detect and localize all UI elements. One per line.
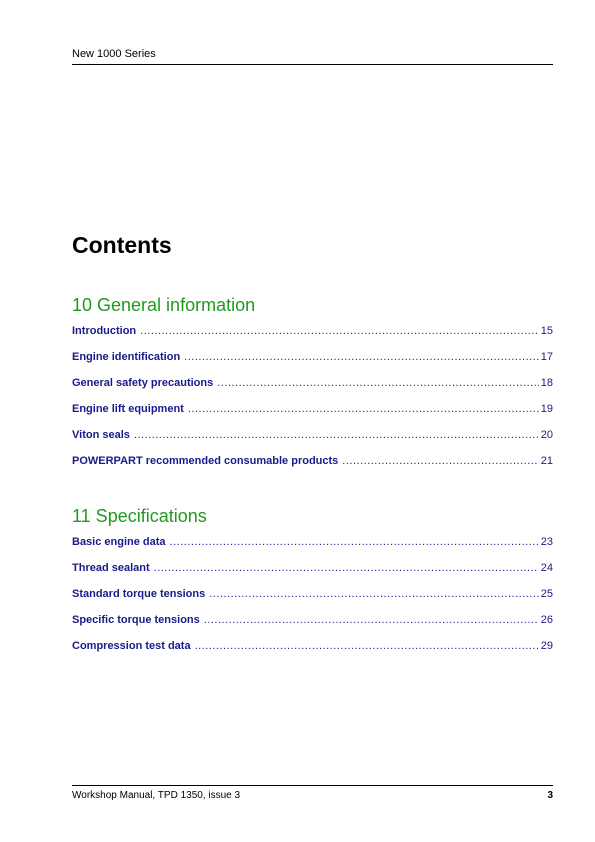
toc-leader-dots — [217, 377, 539, 389]
toc-leader-dots — [188, 403, 539, 415]
toc-leader-dots — [195, 640, 539, 652]
footer-divider — [72, 785, 553, 786]
toc-entry-page: 20 — [540, 429, 553, 441]
toc-entry-label: General safety precautions — [72, 377, 214, 389]
toc-entry-viton-seals[interactable] — [72, 429, 553, 455]
toc-entry-page: 24 — [540, 562, 553, 574]
toc-entry-standard-torque-tensions[interactable] — [72, 588, 553, 614]
toc-entry-label: Engine lift equipment — [72, 403, 184, 415]
toc-entry-page: 21 — [540, 455, 553, 467]
toc-entry-compression-test-data[interactable] — [72, 640, 553, 666]
toc-leader-dots — [209, 588, 539, 600]
toc-entry-label: Engine identification — [72, 351, 181, 363]
toc-entry-page: 29 — [540, 640, 553, 652]
header-divider — [72, 64, 553, 65]
toc-entry-general-safety-precautions[interactable] — [72, 377, 553, 403]
header-title: New 1000 Series — [72, 48, 156, 60]
toc-entry-page: 26 — [540, 614, 553, 626]
toc-entry-label: Specific torque tensions — [72, 614, 200, 626]
section-heading-specifications: 11 Specifications — [72, 506, 207, 526]
toc-entry-page: 23 — [540, 536, 553, 548]
toc-list-general-information — [72, 325, 553, 481]
footer-page-number: 3 — [547, 790, 553, 801]
toc-entry-introduction[interactable] — [72, 325, 553, 351]
toc-entry-page: 25 — [540, 588, 553, 600]
footer-document-info: Workshop Manual, TPD 1350, issue 3 — [72, 790, 241, 801]
toc-leader-dots — [184, 351, 539, 363]
toc-leader-dots — [342, 455, 538, 467]
toc-entry-engine-lift-equipment[interactable] — [72, 403, 553, 429]
toc-entry-basic-engine-data[interactable] — [72, 536, 553, 562]
toc-entry-label: Standard torque tensions — [72, 588, 206, 600]
toc-entry-label: Viton seals — [72, 429, 130, 441]
toc-leader-dots — [140, 325, 539, 337]
toc-entry-page: 18 — [540, 377, 553, 389]
toc-leader-dots — [204, 614, 539, 626]
section-heading-general-information: 10 General information — [72, 295, 256, 315]
toc-entry-page: 15 — [540, 325, 553, 337]
toc-leader-dots — [154, 562, 539, 574]
toc-leader-dots — [134, 429, 539, 441]
toc-entry-label: Thread sealant — [72, 562, 150, 574]
toc-entry-label: Compression test data — [72, 640, 191, 652]
toc-leader-dots — [170, 536, 539, 548]
toc-entry-label: Basic engine data — [72, 536, 166, 548]
toc-entry-powerpart-consumables[interactable] — [72, 455, 553, 481]
page-title: Contents — [72, 232, 172, 258]
toc-entry-thread-sealant[interactable] — [72, 562, 553, 588]
toc-entry-label: POWERPART recommended consumable products — [72, 455, 339, 467]
toc-list-specifications — [72, 536, 553, 666]
toc-entry-page: 19 — [540, 403, 553, 415]
toc-entry-specific-torque-tensions[interactable] — [72, 614, 553, 640]
toc-entry-engine-identification[interactable] — [72, 351, 553, 377]
toc-entry-label: Introduction — [72, 325, 137, 337]
toc-entry-page: 17 — [540, 351, 553, 363]
